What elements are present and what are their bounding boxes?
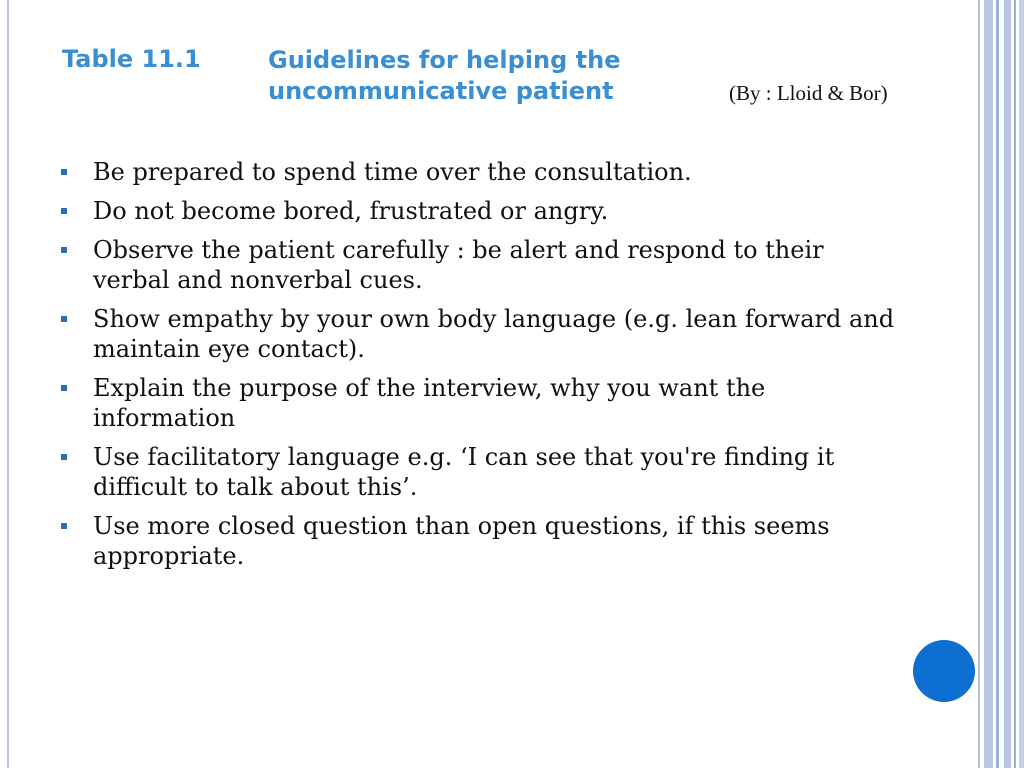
bullet-marker-icon — [61, 247, 67, 253]
list-item — [60, 157, 900, 187]
stripe — [984, 0, 993, 768]
slide-title-line-2: uncommunicative patient — [268, 77, 614, 105]
list-item — [60, 442, 900, 502]
bullet-marker-icon — [61, 316, 67, 322]
attribution: (By : Lloid & Bor) — [729, 81, 888, 105]
list-item-text: Use more closed question than open questions, if this seems appropriate. — [93, 512, 830, 570]
stripe — [978, 0, 980, 768]
list-item-text: Show empathy by your own body language (e.g. lean forward and maintain eye contact). — [93, 305, 895, 363]
bullet-marker-icon — [61, 208, 67, 214]
table-number-label: Table 11.1 — [62, 45, 201, 73]
list-item — [60, 235, 900, 295]
list-item-text: Use facilitatory language e.g. ‘I can see that you're finding it difficult to talk about this’. — [93, 443, 835, 501]
left-border-rule — [7, 0, 9, 768]
list-item — [60, 373, 900, 433]
list-item-text: Observe the patient carefully : be alert and respond to their verbal and nonverbal cues. — [93, 236, 824, 294]
right-decorative-stripes — [978, 0, 1024, 768]
list-item — [60, 511, 900, 571]
stripe — [1019, 0, 1024, 768]
stripe — [1014, 0, 1016, 768]
slide-title-line-1: Guidelines for helping the — [268, 46, 621, 74]
stripe — [996, 0, 999, 768]
list-item-text: Be prepared to spend time over the consultation. — [93, 158, 692, 186]
list-item — [60, 304, 900, 364]
stripe — [1004, 0, 1011, 768]
list-item — [60, 196, 900, 226]
list-item-text: Explain the purpose of the interview, why you want the information — [93, 374, 766, 432]
list-item-text: Do not become bored, frustrated or angry. — [93, 197, 609, 225]
slide-title — [268, 45, 621, 107]
bullet-marker-icon — [61, 169, 67, 175]
bullet-marker-icon — [61, 385, 67, 391]
decorative-circle-icon — [913, 640, 975, 702]
bullet-marker-icon — [61, 454, 67, 460]
bullet-marker-icon — [61, 523, 67, 529]
bullet-list — [60, 157, 900, 580]
